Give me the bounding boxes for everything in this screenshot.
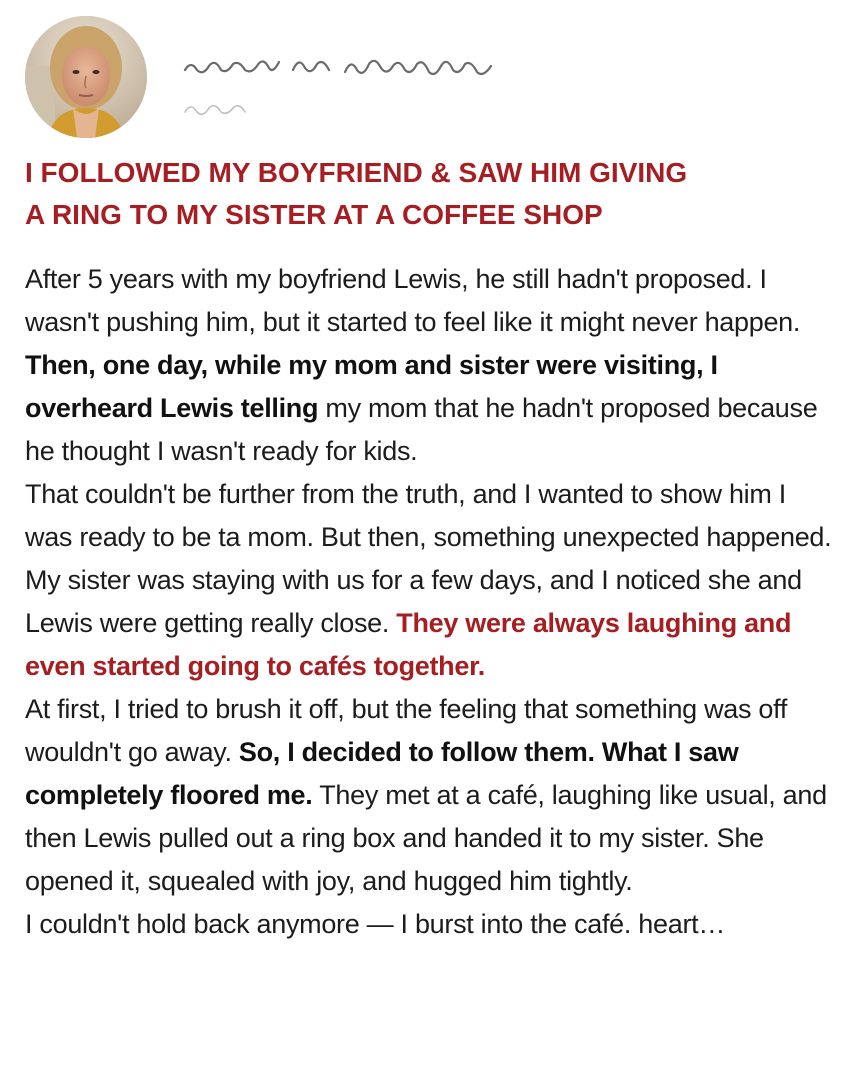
post-title-line-2: A RING TO MY SISTER AT A COFFEE SHOP [25, 199, 603, 230]
blurred-post-meta [181, 94, 271, 124]
blurred-author-name [181, 46, 511, 86]
paragraph-text: After 5 years with my boyfriend Lewis, he still hadn't proposed. I wasn't pushing him, but it started to feel like it might never happen. [25, 264, 801, 337]
highlighted-text: They were always laughing and even started going to cafés together. [25, 608, 792, 681]
avatar-photo [25, 16, 147, 138]
author-avatar[interactable] [25, 16, 147, 138]
paragraph-1 [25, 258, 833, 473]
post-title [25, 152, 825, 236]
paragraph-text: I couldn't hold back anymore — I burst into the café. heart… [25, 909, 726, 939]
paragraph-3 [25, 688, 833, 903]
paragraph-text: That couldn't be further from the truth, and I wanted to show him I was ready to be ta mom. But then, something unexpected happened. My sister was staying with us for a few days, and I noticed she and Lewis were getting really close. [25, 479, 832, 638]
paragraph-text: At first, I tried to brush it off, but the feeling that something was off wouldn't go away. [25, 694, 788, 767]
paragraph-text: They met at a café, laughing like usual, and then Lewis pulled out a ring box and handed it to my sister. She opened it, squealed with joy, and hugged him tightly. [25, 780, 827, 896]
paragraph-4 [25, 903, 833, 946]
post-body [25, 258, 833, 946]
post-header [25, 16, 825, 146]
emphasized-text: Then, one day, while my mom and sister were visiting, I overheard Lewis telling [25, 350, 718, 423]
paragraph-text: my mom that he hadn't proposed because he thought I wasn't ready for kids. [25, 393, 818, 466]
emphasized-text: So, I decided to follow them. What I saw completely floored me. [25, 737, 739, 810]
paragraph-2 [25, 473, 833, 688]
post-title-line-1: I FOLLOWED MY BOYFRIEND & SAW HIM GIVING [25, 157, 688, 188]
